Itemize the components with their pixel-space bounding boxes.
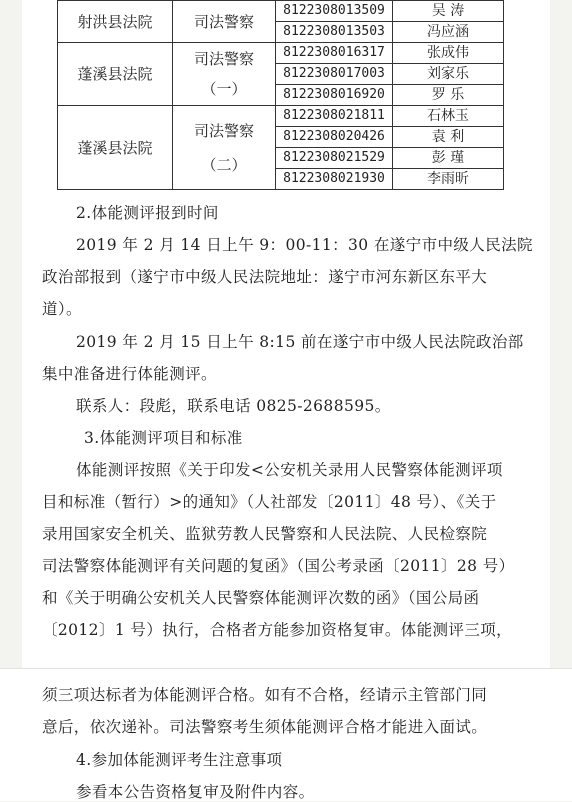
- candidate-name-cell: 李雨昕: [393, 169, 504, 190]
- paragraph-line: 集中准备进行体能测评。: [42, 365, 217, 383]
- exam-number-cell: 8122308020426: [276, 127, 393, 148]
- position-group: （二）: [201, 155, 247, 174]
- candidate-name-cell: 袁 利: [393, 127, 504, 148]
- position-label: 司法警察: [193, 121, 254, 140]
- paragraph-line: 政治部报到（遂宁市中级人民法院地址：遂宁市河东新区东平大: [42, 268, 488, 286]
- position-cell: [173, 106, 276, 190]
- court-cell: 蓬溪县法院: [58, 106, 173, 190]
- candidate-name-cell: 张成伟: [393, 43, 504, 64]
- section-heading: 4.参加体能测评考生注意事项: [76, 751, 283, 769]
- exam-number-cell: 8122308016317: [276, 43, 393, 64]
- position-cell: [173, 43, 276, 106]
- paragraph-line: 意后，依次递补。司法警察考生须体能测评合格才能进入面试。: [42, 718, 488, 736]
- position-cell: 司法警察: [173, 1, 276, 43]
- table-row: [58, 1, 504, 22]
- court-cell: 射洪县法院: [58, 1, 173, 43]
- candidate-roster-table: [57, 0, 504, 190]
- position-label: 司法警察: [193, 50, 254, 68]
- contact-line: 联系人：段彪，联系电话 0825-2688595。: [76, 397, 391, 415]
- exam-number-cell: 8122308021529: [276, 148, 393, 169]
- paragraph-line: 参看本公告资格复审及附件内容。: [76, 783, 315, 801]
- exam-number-cell: 8122308021811: [276, 106, 393, 127]
- candidate-name-cell: 彭 瑾: [393, 148, 504, 169]
- section-heading: 2.体能测评报到时间: [76, 204, 219, 222]
- exam-number-cell: 8122308021930: [276, 169, 393, 190]
- candidate-name-cell: 吴 涛: [393, 1, 504, 22]
- paragraph-line: 道）。: [42, 300, 82, 318]
- paragraph-line: 须三项达标者为体能测评合格。如有不合格，经请示主管部门同: [42, 686, 488, 704]
- table-row: [58, 106, 504, 127]
- table-row: [58, 43, 504, 64]
- candidate-name-cell: 刘家乐: [393, 64, 504, 85]
- position-group: （一）: [201, 80, 247, 98]
- exam-number-cell: 8122308013503: [276, 22, 393, 43]
- candidate-name-cell: 冯应涵: [393, 22, 504, 43]
- paragraph-line: 〔2012〕1 号）执行，合格者方能参加资格复审。体能测评三项，: [42, 621, 513, 639]
- paragraph-line: 司法警察体能测评有关问题的复函》（国公考录函〔2011〕28 号）: [42, 557, 515, 575]
- court-cell: 蓬溪县法院: [58, 43, 173, 106]
- candidate-name-cell: 罗 乐: [393, 85, 504, 106]
- paragraph-line: 目和标准（暂行）>的通知》（人社部发〔2011〕48 号）、《关于: [42, 493, 497, 511]
- paragraph-line: 录用国家安全机关、监狱劳教人民警察和人民法院、人民检察院: [42, 525, 488, 543]
- paragraph-line: 体能测评按照《关于印发<公安机关录用人民警察体能测评项: [76, 461, 503, 479]
- section-heading: 3.体能测评项目和标准: [84, 429, 243, 447]
- paragraph-line: 2019 年 2 月 14 日上午 9：00-11：30 在遂宁市中级人民法院: [76, 236, 533, 254]
- paragraph-line: 2019 年 2 月 15 日上午 8:15 前在遂宁市中级人民法院政治部: [76, 333, 524, 351]
- exam-number-cell: 8122308016920: [276, 85, 393, 106]
- paragraph-line: 和《关于明确公安机关人民警察体能测评次数的函》（国公局函: [42, 589, 480, 607]
- exam-number-cell: 8122308013509: [276, 1, 393, 22]
- exam-number-cell: 8122308017003: [276, 64, 393, 85]
- candidate-name-cell: 石林玉: [393, 106, 504, 127]
